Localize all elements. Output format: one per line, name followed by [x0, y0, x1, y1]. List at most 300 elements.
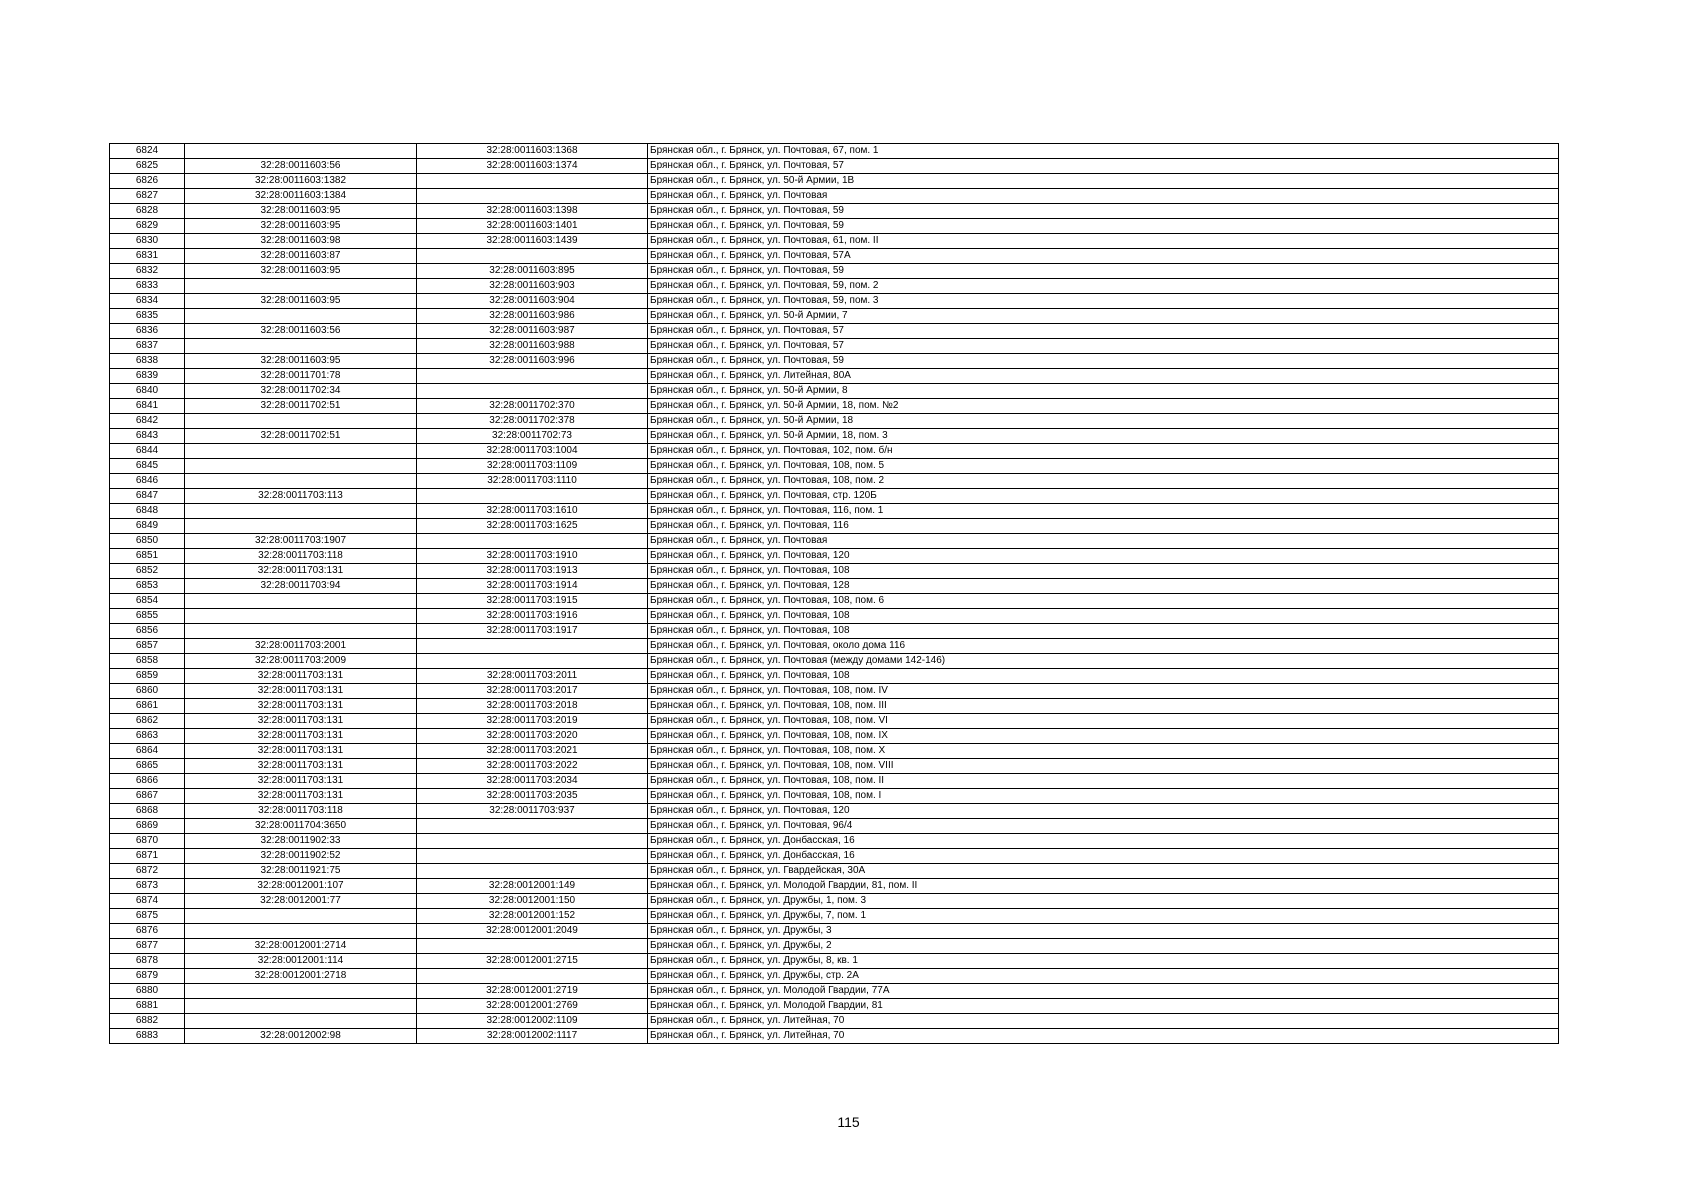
address-cell: Брянская обл., г. Брянск, ул. Молодой Гвардии, 77А: [648, 984, 1559, 999]
address-cell: Брянская обл., г. Брянск, ул. Почтовая, 108: [648, 564, 1559, 579]
object-number-cell: 32:28:0011703:1625: [417, 519, 648, 534]
parcel-number-cell: 32:28:0011702:51: [185, 399, 417, 414]
registry-table-body: [110, 144, 1559, 1044]
object-number-cell: 32:28:0011703:1914: [417, 579, 648, 594]
object-number-cell: 32:28:0011703:2019: [417, 714, 648, 729]
table-row: [110, 879, 1559, 894]
address-cell: Брянская обл., г. Брянск, ул. Дружбы, стр. 2А: [648, 969, 1559, 984]
address-cell: Брянская обл., г. Брянск, ул. Донбасская, 16: [648, 849, 1559, 864]
parcel-number-cell: 32:28:0012002:98: [185, 1029, 417, 1044]
object-number-cell: 32:28:0011703:2011: [417, 669, 648, 684]
row-number-cell: 6838: [110, 354, 185, 369]
address-cell: Брянская обл., г. Брянск, ул. Почтовая, 57А: [648, 249, 1559, 264]
parcel-number-cell: 32:28:0011701:78: [185, 369, 417, 384]
parcel-number-cell: [185, 279, 417, 294]
row-number-cell: 6842: [110, 414, 185, 429]
row-number-cell: 6877: [110, 939, 185, 954]
row-number-cell: 6876: [110, 924, 185, 939]
object-number-cell: 32:28:0011603:996: [417, 354, 648, 369]
object-number-cell: 32:28:0011703:1610: [417, 504, 648, 519]
row-number-cell: 6828: [110, 204, 185, 219]
parcel-number-cell: 32:28:0011603:87: [185, 249, 417, 264]
address-cell: Брянская обл., г. Брянск, ул. Донбасская, 16: [648, 834, 1559, 849]
parcel-number-cell: 32:28:0011703:113: [185, 489, 417, 504]
parcel-number-cell: 32:28:0011603:95: [185, 354, 417, 369]
row-number-cell: 6873: [110, 879, 185, 894]
row-number-cell: 6870: [110, 834, 185, 849]
object-number-cell: [417, 384, 648, 399]
object-number-cell: 32:28:0011703:2022: [417, 759, 648, 774]
object-number-cell: 32:28:0011703:937: [417, 804, 648, 819]
address-cell: Брянская обл., г. Брянск, ул. Почтовая, 108: [648, 609, 1559, 624]
table-row: [110, 654, 1559, 669]
address-cell: Брянская обл., г. Брянск, ул. Почтовая, 108, пом. VIII: [648, 759, 1559, 774]
row-number-cell: 6864: [110, 744, 185, 759]
parcel-number-cell: 32:28:0011703:118: [185, 549, 417, 564]
object-number-cell: 32:28:0011603:1401: [417, 219, 648, 234]
address-cell: Брянская обл., г. Брянск, ул. Почтовая, 128: [648, 579, 1559, 594]
table-row: [110, 399, 1559, 414]
address-cell: Брянская обл., г. Брянск, ул. Почтовая, 59, пом. 3: [648, 294, 1559, 309]
table-row: [110, 819, 1559, 834]
object-number-cell: [417, 654, 648, 669]
table-row: [110, 804, 1559, 819]
object-number-cell: [417, 639, 648, 654]
parcel-number-cell: 32:28:0011603:1384: [185, 189, 417, 204]
object-number-cell: 32:28:0011702:378: [417, 414, 648, 429]
parcel-number-cell: 32:28:0011703:94: [185, 579, 417, 594]
address-cell: Брянская обл., г. Брянск, ул. Почтовая, 59, пом. 2: [648, 279, 1559, 294]
parcel-number-cell: 32:28:0011603:56: [185, 159, 417, 174]
object-number-cell: 32:28:0011703:2020: [417, 729, 648, 744]
address-cell: Брянская обл., г. Брянск, ул. Дружбы, 3: [648, 924, 1559, 939]
parcel-number-cell: 32:28:0011603:95: [185, 294, 417, 309]
address-cell: Брянская обл., г. Брянск, ул. Почтовая, 108, пом. IV: [648, 684, 1559, 699]
parcel-number-cell: [185, 594, 417, 609]
object-number-cell: 32:28:0011603:988: [417, 339, 648, 354]
row-number-cell: 6834: [110, 294, 185, 309]
object-number-cell: 32:28:0011603:1398: [417, 204, 648, 219]
object-number-cell: 32:28:0011703:1004: [417, 444, 648, 459]
object-number-cell: 32:28:0011703:1109: [417, 459, 648, 474]
object-number-cell: 32:28:0012001:150: [417, 894, 648, 909]
row-number-cell: 6846: [110, 474, 185, 489]
address-cell: Брянская обл., г. Брянск, ул. Гвардейская, 30А: [648, 864, 1559, 879]
parcel-number-cell: 32:28:0011603:95: [185, 264, 417, 279]
address-cell: Брянская обл., г. Брянск, ул. Почтовая, 108, пом. 2: [648, 474, 1559, 489]
table-row: [110, 339, 1559, 354]
table-row: [110, 429, 1559, 444]
table-row: [110, 894, 1559, 909]
object-number-cell: 32:28:0012001:2715: [417, 954, 648, 969]
address-cell: Брянская обл., г. Брянск, ул. Почтовая, 120: [648, 549, 1559, 564]
address-cell: Брянская обл., г. Брянск, ул. Почтовая, 108, пом. 5: [648, 459, 1559, 474]
row-number-cell: 6883: [110, 1029, 185, 1044]
row-number-cell: 6848: [110, 504, 185, 519]
object-number-cell: 32:28:0012001:2719: [417, 984, 648, 999]
object-number-cell: 32:28:0011703:2034: [417, 774, 648, 789]
table-row: [110, 564, 1559, 579]
table-row: [110, 174, 1559, 189]
table-row: [110, 714, 1559, 729]
table-row: [110, 294, 1559, 309]
row-number-cell: 6880: [110, 984, 185, 999]
table-row: [110, 954, 1559, 969]
address-cell: Брянская обл., г. Брянск, ул. Почтовая, 61, пом. II: [648, 234, 1559, 249]
address-cell: Брянская обл., г. Брянск, ул. 50-й Армии, 7: [648, 309, 1559, 324]
row-number-cell: 6874: [110, 894, 185, 909]
address-cell: Брянская обл., г. Брянск, ул. Литейная, 70: [648, 1014, 1559, 1029]
parcel-number-cell: [185, 504, 417, 519]
address-cell: Брянская обл., г. Брянск, ул. Почтовая, 59: [648, 264, 1559, 279]
parcel-number-cell: 32:28:0011703:131: [185, 774, 417, 789]
table-row: [110, 369, 1559, 384]
address-cell: Брянская обл., г. Брянск, ул. Почтовая: [648, 534, 1559, 549]
parcel-number-cell: 32:28:0011703:118: [185, 804, 417, 819]
row-number-cell: 6839: [110, 369, 185, 384]
parcel-number-cell: 32:28:0011703:131: [185, 759, 417, 774]
row-number-cell: 6852: [110, 564, 185, 579]
row-number-cell: 6854: [110, 594, 185, 609]
address-cell: Брянская обл., г. Брянск, ул. Молодой Гвардии, 81: [648, 999, 1559, 1014]
parcel-number-cell: 32:28:0011703:131: [185, 714, 417, 729]
address-cell: Брянская обл., г. Брянск, ул. Почтовая, 67, пом. 1: [648, 144, 1559, 159]
object-number-cell: 32:28:0011703:2018: [417, 699, 648, 714]
table-row: [110, 699, 1559, 714]
object-number-cell: [417, 369, 648, 384]
table-row: [110, 204, 1559, 219]
parcel-number-cell: [185, 609, 417, 624]
row-number-cell: 6826: [110, 174, 185, 189]
object-number-cell: 32:28:0012001:2049: [417, 924, 648, 939]
address-cell: Брянская обл., г. Брянск, ул. Почтовая, 59: [648, 354, 1559, 369]
object-number-cell: 32:28:0011603:1374: [417, 159, 648, 174]
row-number-cell: 6869: [110, 819, 185, 834]
row-number-cell: 6857: [110, 639, 185, 654]
object-number-cell: 32:28:0011703:2035: [417, 789, 648, 804]
table-row: [110, 264, 1559, 279]
row-number-cell: 6871: [110, 849, 185, 864]
parcel-number-cell: 32:28:0011603:95: [185, 204, 417, 219]
row-number-cell: 6830: [110, 234, 185, 249]
row-number-cell: 6845: [110, 459, 185, 474]
table-row: [110, 159, 1559, 174]
row-number-cell: 6824: [110, 144, 185, 159]
row-number-cell: 6832: [110, 264, 185, 279]
table-row: [110, 999, 1559, 1014]
address-cell: Брянская обл., г. Брянск, ул. Почтовая, 116, пом. 1: [648, 504, 1559, 519]
row-number-cell: 6878: [110, 954, 185, 969]
parcel-number-cell: 32:28:0011704:3650: [185, 819, 417, 834]
table-row: [110, 864, 1559, 879]
parcel-number-cell: 32:28:0012001:114: [185, 954, 417, 969]
table-row: [110, 744, 1559, 759]
table-row: [110, 969, 1559, 984]
parcel-number-cell: 32:28:0011921:75: [185, 864, 417, 879]
table-row: [110, 984, 1559, 999]
object-number-cell: 32:28:0011603:987: [417, 324, 648, 339]
row-number-cell: 6865: [110, 759, 185, 774]
object-number-cell: [417, 189, 648, 204]
table-row: [110, 144, 1559, 159]
address-cell: Брянская обл., г. Брянск, ул. Почтовая, 59: [648, 204, 1559, 219]
object-number-cell: 32:28:0011703:1910: [417, 549, 648, 564]
table-row: [110, 489, 1559, 504]
table-row: [110, 639, 1559, 654]
parcel-number-cell: 32:28:0011702:34: [185, 384, 417, 399]
table-row: [110, 249, 1559, 264]
table-row: [110, 729, 1559, 744]
address-cell: Брянская обл., г. Брянск, ул. Почтовая, 102, пом. б/н: [648, 444, 1559, 459]
address-cell: Брянская обл., г. Брянск, ул. Почтовая, 108, пом. III: [648, 699, 1559, 714]
row-number-cell: 6861: [110, 699, 185, 714]
object-number-cell: [417, 849, 648, 864]
parcel-number-cell: [185, 999, 417, 1014]
row-number-cell: 6872: [110, 864, 185, 879]
table-row: [110, 234, 1559, 249]
parcel-number-cell: [185, 984, 417, 999]
address-cell: Брянская обл., г. Брянск, ул. 50-й Армии, 8: [648, 384, 1559, 399]
row-number-cell: 6856: [110, 624, 185, 639]
table-row: [110, 474, 1559, 489]
row-number-cell: 6868: [110, 804, 185, 819]
address-cell: Брянская обл., г. Брянск, ул. Почтовая, 108, пом. IX: [648, 729, 1559, 744]
table-row: [110, 759, 1559, 774]
table-row: [110, 534, 1559, 549]
parcel-number-cell: [185, 924, 417, 939]
parcel-number-cell: 32:28:0011703:131: [185, 789, 417, 804]
object-number-cell: [417, 249, 648, 264]
table-row: [110, 309, 1559, 324]
table-row: [110, 789, 1559, 804]
table-row: [110, 909, 1559, 924]
object-number-cell: 32:28:0012002:1117: [417, 1029, 648, 1044]
registry-table: [109, 143, 1559, 1044]
parcel-number-cell: 32:28:0012001:2718: [185, 969, 417, 984]
row-number-cell: 6867: [110, 789, 185, 804]
row-number-cell: 6879: [110, 969, 185, 984]
object-number-cell: 32:28:0011703:1913: [417, 564, 648, 579]
row-number-cell: 6862: [110, 714, 185, 729]
address-cell: Брянская обл., г. Брянск, ул. 50-й Армии, 1В: [648, 174, 1559, 189]
address-cell: Брянская обл., г. Брянск, ул. Почтовая, 108: [648, 669, 1559, 684]
object-number-cell: 32:28:0011702:73: [417, 429, 648, 444]
row-number-cell: 6863: [110, 729, 185, 744]
row-number-cell: 6835: [110, 309, 185, 324]
table-row: [110, 324, 1559, 339]
row-number-cell: 6829: [110, 219, 185, 234]
parcel-number-cell: 32:28:0012001:77: [185, 894, 417, 909]
object-number-cell: [417, 174, 648, 189]
address-cell: Брянская обл., г. Брянск, ул. Дружбы, 1, пом. 3: [648, 894, 1559, 909]
parcel-number-cell: [185, 474, 417, 489]
table-row: [110, 189, 1559, 204]
table-row: [110, 384, 1559, 399]
row-number-cell: 6882: [110, 1014, 185, 1029]
parcel-number-cell: 32:28:0011703:131: [185, 699, 417, 714]
object-number-cell: 32:28:0011603:904: [417, 294, 648, 309]
address-cell: Брянская обл., г. Брянск, ул. Литейная, 70: [648, 1029, 1559, 1044]
address-cell: Брянская обл., г. Брянск, ул. 50-й Армии, 18, пом. №2: [648, 399, 1559, 414]
address-cell: Брянская обл., г. Брянск, ул. Почтовая: [648, 189, 1559, 204]
row-number-cell: 6840: [110, 384, 185, 399]
address-cell: Брянская обл., г. Брянск, ул. Дружбы, 2: [648, 939, 1559, 954]
parcel-number-cell: [185, 459, 417, 474]
object-number-cell: 32:28:0011702:370: [417, 399, 648, 414]
object-number-cell: 32:28:0011703:2017: [417, 684, 648, 699]
parcel-number-cell: 32:28:0012001:2714: [185, 939, 417, 954]
object-number-cell: 32:28:0011703:1915: [417, 594, 648, 609]
row-number-cell: 6837: [110, 339, 185, 354]
parcel-number-cell: 32:28:0011603:98: [185, 234, 417, 249]
parcel-number-cell: [185, 144, 417, 159]
table-row: [110, 354, 1559, 369]
parcel-number-cell: 32:28:0011703:1907: [185, 534, 417, 549]
address-cell: Брянская обл., г. Брянск, ул. Почтовая, 108, пом. 6: [648, 594, 1559, 609]
row-number-cell: 6860: [110, 684, 185, 699]
row-number-cell: 6827: [110, 189, 185, 204]
table-row: [110, 939, 1559, 954]
object-number-cell: 32:28:0011603:895: [417, 264, 648, 279]
parcel-number-cell: 32:28:0011703:131: [185, 684, 417, 699]
parcel-number-cell: 32:28:0011702:51: [185, 429, 417, 444]
parcel-number-cell: [185, 444, 417, 459]
table-row: [110, 609, 1559, 624]
table-row: [110, 279, 1559, 294]
table-row: [110, 834, 1559, 849]
address-cell: Брянская обл., г. Брянск, ул. Почтовая, 57: [648, 324, 1559, 339]
address-cell: Брянская обл., г. Брянск, ул. Почтовая, 108, пом. X: [648, 744, 1559, 759]
object-number-cell: [417, 834, 648, 849]
object-number-cell: [417, 489, 648, 504]
object-number-cell: 32:28:0011703:2021: [417, 744, 648, 759]
object-number-cell: 32:28:0011703:1916: [417, 609, 648, 624]
row-number-cell: 6855: [110, 609, 185, 624]
table-row: [110, 459, 1559, 474]
parcel-number-cell: [185, 1014, 417, 1029]
address-cell: Брянская обл., г. Брянск, ул. Почтовая, 120: [648, 804, 1559, 819]
row-number-cell: 6831: [110, 249, 185, 264]
table-row: [110, 414, 1559, 429]
row-number-cell: 6881: [110, 999, 185, 1014]
parcel-number-cell: 32:28:0011703:2001: [185, 639, 417, 654]
row-number-cell: 6858: [110, 654, 185, 669]
address-cell: Брянская обл., г. Брянск, ул. Почтовая, 57: [648, 339, 1559, 354]
object-number-cell: 32:28:0012001:149: [417, 879, 648, 894]
row-number-cell: 6850: [110, 534, 185, 549]
table-row: [110, 1014, 1559, 1029]
address-cell: Брянская обл., г. Брянск, ул. Почтовая, 108, пом. II: [648, 774, 1559, 789]
parcel-number-cell: 32:28:0012001:107: [185, 879, 417, 894]
parcel-number-cell: 32:28:0011703:131: [185, 564, 417, 579]
table-row: [110, 924, 1559, 939]
address-cell: Брянская обл., г. Брянск, ул. Молодой Гвардии, 81, пом. II: [648, 879, 1559, 894]
row-number-cell: 6851: [110, 549, 185, 564]
address-cell: Брянская обл., г. Брянск, ул. Литейная, 80А: [648, 369, 1559, 384]
parcel-number-cell: 32:28:0011703:131: [185, 729, 417, 744]
object-number-cell: 32:28:0012002:1109: [417, 1014, 648, 1029]
row-number-cell: 6844: [110, 444, 185, 459]
row-number-cell: 6825: [110, 159, 185, 174]
row-number-cell: 6836: [110, 324, 185, 339]
parcel-number-cell: 32:28:0011703:131: [185, 744, 417, 759]
address-cell: Брянская обл., г. Брянск, ул. Почтовая, около дома 116: [648, 639, 1559, 654]
address-cell: Брянская обл., г. Брянск, ул. 50-й Армии, 18: [648, 414, 1559, 429]
address-cell: Брянская обл., г. Брянск, ул. Почтовая, 108, пом. I: [648, 789, 1559, 804]
table-row: [110, 849, 1559, 864]
address-cell: Брянская обл., г. Брянск, ул. 50-й Армии, 18, пом. 3: [648, 429, 1559, 444]
parcel-number-cell: [185, 909, 417, 924]
table-row: [110, 579, 1559, 594]
object-number-cell: 32:28:0011603:986: [417, 309, 648, 324]
address-cell: Брянская обл., г. Брянск, ул. Почтовая (между домами 142-146): [648, 654, 1559, 669]
address-cell: Брянская обл., г. Брянск, ул. Почтовая, стр. 120Б: [648, 489, 1559, 504]
page-number: 115: [837, 1114, 860, 1130]
row-number-cell: 6866: [110, 774, 185, 789]
object-number-cell: 32:28:0012001:152: [417, 909, 648, 924]
row-number-cell: 6843: [110, 429, 185, 444]
object-number-cell: [417, 534, 648, 549]
object-number-cell: 32:28:0011703:1110: [417, 474, 648, 489]
parcel-number-cell: [185, 309, 417, 324]
parcel-number-cell: [185, 519, 417, 534]
parcel-number-cell: 32:28:0011902:33: [185, 834, 417, 849]
table-row: [110, 684, 1559, 699]
table-row: [110, 624, 1559, 639]
row-number-cell: 6859: [110, 669, 185, 684]
parcel-number-cell: 32:28:0011703:131: [185, 669, 417, 684]
address-cell: Брянская обл., г. Брянск, ул. Почтовая, 59: [648, 219, 1559, 234]
table-row: [110, 774, 1559, 789]
row-number-cell: 6853: [110, 579, 185, 594]
row-number-cell: 6849: [110, 519, 185, 534]
table-row: [110, 504, 1559, 519]
object-number-cell: [417, 819, 648, 834]
object-number-cell: [417, 864, 648, 879]
parcel-number-cell: 32:28:0011603:1382: [185, 174, 417, 189]
object-number-cell: 32:28:0011603:903: [417, 279, 648, 294]
object-number-cell: 32:28:0012001:2769: [417, 999, 648, 1014]
parcel-number-cell: 32:28:0011603:56: [185, 324, 417, 339]
address-cell: Брянская обл., г. Брянск, ул. Почтовая, 108: [648, 624, 1559, 639]
address-cell: Брянская обл., г. Брянск, ул. Почтовая, 116: [648, 519, 1559, 534]
object-number-cell: 32:28:0011603:1368: [417, 144, 648, 159]
row-number-cell: 6833: [110, 279, 185, 294]
address-cell: Брянская обл., г. Брянск, ул. Дружбы, 7, пом. 1: [648, 909, 1559, 924]
table-row: [110, 519, 1559, 534]
parcel-number-cell: 32:28:0011703:2009: [185, 654, 417, 669]
table-row: [110, 219, 1559, 234]
table-row: [110, 669, 1559, 684]
row-number-cell: 6841: [110, 399, 185, 414]
parcel-number-cell: [185, 414, 417, 429]
address-cell: Брянская обл., г. Брянск, ул. Дружбы, 8, кв. 1: [648, 954, 1559, 969]
table-row: [110, 1029, 1559, 1044]
row-number-cell: 6875: [110, 909, 185, 924]
parcel-number-cell: [185, 624, 417, 639]
object-number-cell: [417, 969, 648, 984]
address-cell: Брянская обл., г. Брянск, ул. Почтовая, 96/4: [648, 819, 1559, 834]
object-number-cell: 32:28:0011603:1439: [417, 234, 648, 249]
row-number-cell: 6847: [110, 489, 185, 504]
parcel-number-cell: [185, 339, 417, 354]
table-row: [110, 549, 1559, 564]
table-row: [110, 444, 1559, 459]
table-row: [110, 594, 1559, 609]
object-number-cell: [417, 939, 648, 954]
parcel-number-cell: 32:28:0011603:95: [185, 219, 417, 234]
address-cell: Брянская обл., г. Брянск, ул. Почтовая, 108, пом. VI: [648, 714, 1559, 729]
